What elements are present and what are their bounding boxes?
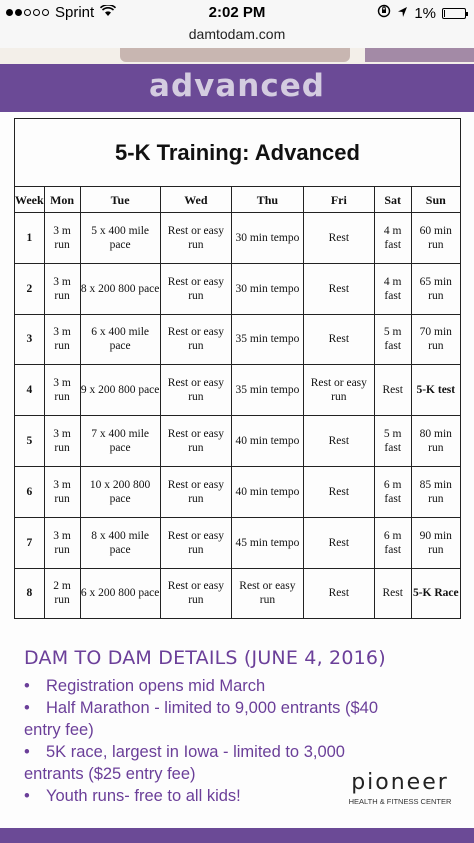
- table-row: [15, 416, 461, 467]
- table-cell-week: 8: [15, 568, 45, 619]
- clock-time: 2:02 PM: [208, 4, 266, 21]
- table-cell-mon: 2 m run: [44, 568, 80, 619]
- table-row: [15, 213, 461, 264]
- table-row: [15, 466, 461, 517]
- table-row: [15, 568, 461, 619]
- detail-text: Half Marathon - limited to 9,000 entrants ($40: [46, 699, 379, 717]
- detail-item: [24, 741, 464, 763]
- header-photo-right: [365, 48, 474, 62]
- table-header-row: [15, 187, 461, 213]
- bullet-icon: •: [24, 787, 30, 805]
- table-cell-wed: Rest or easy run: [160, 263, 231, 314]
- table-cell-sun: 5-K test: [411, 365, 460, 416]
- table-cell-sat: 5 m fast: [374, 416, 411, 467]
- detail-item: [24, 697, 464, 719]
- table-cell-tue: 7 x 400 mile pace: [80, 416, 160, 467]
- table-cell-sat: 4 m fast: [374, 213, 411, 264]
- table-cell-mon: 3 m run: [44, 416, 80, 467]
- url-text[interactable]: damtodam.com: [188, 26, 286, 42]
- header-photo: [120, 48, 350, 62]
- table-cell-fri: Rest: [303, 517, 374, 568]
- table-cell-thu: 35 min tempo: [232, 314, 304, 365]
- table-cell-sun: 80 min run: [411, 416, 460, 467]
- table-cell-tue: 5 x 400 mile pace: [80, 213, 160, 264]
- table-cell-sun: 70 min run: [411, 314, 460, 365]
- status-right: [377, 4, 466, 22]
- table-cell-wed: Rest or easy run: [160, 314, 231, 365]
- table-cell-thu: 40 min tempo: [232, 416, 304, 467]
- table-cell-sat: 6 m fast: [374, 466, 411, 517]
- table-cell-fri: Rest: [303, 213, 374, 264]
- battery-percent: 1%: [414, 4, 436, 22]
- table-cell-sat: 4 m fast: [374, 263, 411, 314]
- table-cell-wed: Rest or easy run: [160, 517, 231, 568]
- table-cell-sat: 5 m fast: [374, 314, 411, 365]
- bullet-icon: •: [24, 699, 30, 717]
- table-cell-fri: Rest: [303, 466, 374, 517]
- table-cell-sat: Rest: [374, 568, 411, 619]
- table-cell-week: 7: [15, 517, 45, 568]
- detail-text: 5K race, largest in Iowa - limited to 3,000: [46, 743, 345, 761]
- table-row: [15, 365, 461, 416]
- table-cell-thu: 40 min tempo: [232, 466, 304, 517]
- logo-subtitle: HEALTH & FITNESS CENTER: [348, 797, 452, 806]
- table-cell-wed: Rest or easy run: [160, 416, 231, 467]
- table-cell-mon: 3 m run: [44, 314, 80, 365]
- table-cell-fri: Rest: [303, 263, 374, 314]
- rotation-lock-icon: [377, 4, 391, 22]
- location-arrow-icon: [397, 5, 408, 22]
- detail-text: entrants ($25 entry fee): [24, 765, 196, 783]
- table-cell-mon: 3 m run: [44, 263, 80, 314]
- table-cell-tue: 10 x 200 800 pace: [80, 466, 160, 517]
- table-cell-mon: 3 m run: [44, 466, 80, 517]
- table-cell-sun: 60 min run: [411, 213, 460, 264]
- table-cell-mon: 3 m run: [44, 213, 80, 264]
- carrier-label: Sprint: [55, 4, 95, 21]
- table-cell-wed: Rest or easy run: [160, 213, 231, 264]
- table-cell-thu: Rest or easy run: [232, 568, 304, 619]
- status-bar: [0, 0, 474, 26]
- table-cell-fri: Rest: [303, 568, 374, 619]
- column-header: Wed: [160, 187, 231, 213]
- table-cell-tue: 6 x 400 mile pace: [80, 314, 160, 365]
- table-cell-sat: Rest: [374, 365, 411, 416]
- address-bar[interactable]: [0, 26, 474, 48]
- table-cell-tue: 8 x 400 mile pace: [80, 517, 160, 568]
- table-cell-sun: 65 min run: [411, 263, 460, 314]
- column-header: Sat: [374, 187, 411, 213]
- column-header: Thu: [232, 187, 304, 213]
- table-cell-week: 4: [15, 365, 45, 416]
- table-cell-thu: 30 min tempo: [232, 263, 304, 314]
- details-heading: DAM TO DAM DETAILS (JUNE 4, 2016): [24, 647, 386, 669]
- logo-word: pioneer: [351, 770, 449, 795]
- detail-item: [24, 675, 464, 697]
- table-cell-week: 1: [15, 213, 45, 264]
- column-header: Fri: [303, 187, 374, 213]
- advanced-banner: [0, 64, 474, 112]
- table-cell-thu: 35 min tempo: [232, 365, 304, 416]
- table-cell-fri: Rest: [303, 314, 374, 365]
- column-header: Week: [15, 187, 45, 213]
- detail-item: [24, 719, 464, 741]
- table-cell-thu: 30 min tempo: [232, 213, 304, 264]
- table-cell-tue: 9 x 200 800 pace: [80, 365, 160, 416]
- column-header: Tue: [80, 187, 160, 213]
- table-row: [15, 314, 461, 365]
- table-cell-fri: Rest: [303, 416, 374, 467]
- table-cell-week: 3: [15, 314, 45, 365]
- table-cell-tue: 8 x 200 800 pace: [80, 263, 160, 314]
- bullet-icon: •: [24, 743, 30, 761]
- table-cell-wed: Rest or easy run: [160, 365, 231, 416]
- detail-text: Registration opens mid March: [46, 677, 266, 695]
- detail-text: Youth runs- free to all kids!: [46, 787, 241, 805]
- table-cell-fri: Rest or easy run: [303, 365, 374, 416]
- table-cell-week: 6: [15, 466, 45, 517]
- image-strip: [0, 48, 474, 64]
- table-cell-thu: 45 min tempo: [232, 517, 304, 568]
- table-cell-mon: 3 m run: [44, 517, 80, 568]
- table-cell-sun: 85 min run: [411, 466, 460, 517]
- table-cell-week: 5: [15, 416, 45, 467]
- column-header: Mon: [44, 187, 80, 213]
- table-body: [15, 213, 461, 619]
- table-cell-mon: 3 m run: [44, 365, 80, 416]
- bullet-icon: •: [24, 677, 30, 695]
- table-title: 5-K Training: Advanced: [15, 119, 461, 187]
- battery-icon: [442, 8, 466, 19]
- table-cell-tue: 6 x 200 800 pace: [80, 568, 160, 619]
- banner-title: advanced: [149, 68, 325, 104]
- table-cell-wed: Rest or easy run: [160, 466, 231, 517]
- detail-text: entry fee): [24, 721, 94, 739]
- table-cell-sun: 90 min run: [411, 517, 460, 568]
- training-table: [14, 118, 461, 619]
- table-row: [15, 517, 461, 568]
- table-cell-sat: 6 m fast: [374, 517, 411, 568]
- table-cell-sun: 5-K Race: [411, 568, 460, 619]
- table-row: [15, 263, 461, 314]
- column-header: Sun: [411, 187, 460, 213]
- table-cell-week: 2: [15, 263, 45, 314]
- table-cell-wed: Rest or easy run: [160, 568, 231, 619]
- pioneer-logo: [344, 770, 456, 816]
- bottom-bar: [0, 828, 474, 843]
